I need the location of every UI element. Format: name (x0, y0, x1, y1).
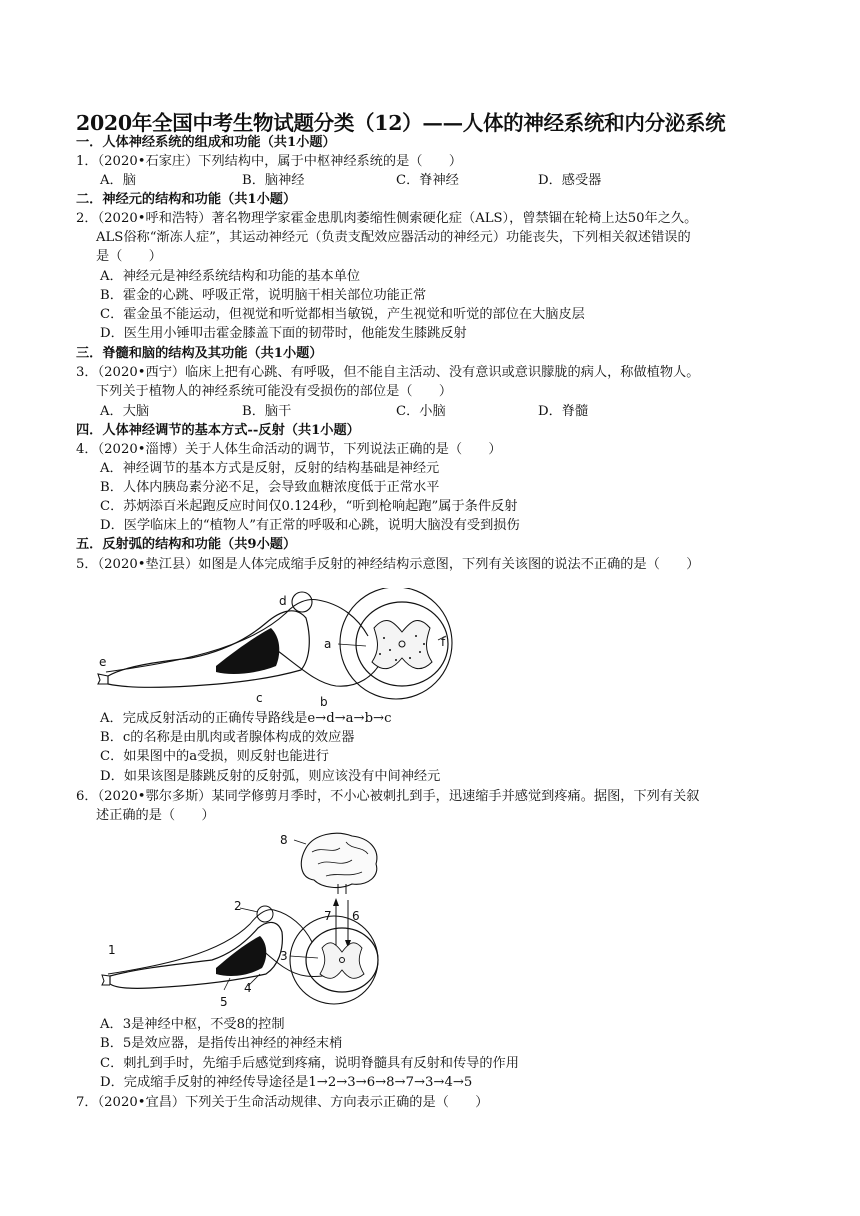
question-6-option-a: A．3是神经中枢，不受8的控制 (100, 1017, 285, 1032)
question-4-stem: 4．（2020•淄博）关于人体生命活动的调节，下列说法正确的是（ ） (76, 442, 502, 457)
question-4-option-a: A．神经调节的基本方式是反射，反射的结构基础是神经元 (100, 461, 440, 476)
question-3-stem-line2: 下列关于植物人的神经系统可能没有受损伤的部位是（ ） (96, 384, 453, 399)
question-6-option-d: D．完成缩手反射的神经传导途径是1→2→3→6→8→7→3→4→5 (100, 1075, 473, 1090)
question-1-option-d: D．感受器 (538, 173, 602, 188)
figure-label-8: 8 (280, 833, 288, 847)
question-1-option-c: C．脊神经 (396, 173, 459, 188)
figure-label-6: 6 (352, 909, 360, 923)
figure-label-1: 1 (108, 943, 116, 957)
section-heading-3: 三．脊髓和脑的结构及其功能（共1小题） (76, 346, 323, 361)
question-7-stem: 7．（2020•宜昌）下列关于生命活动规律、方向表示正确的是（ ） (76, 1095, 489, 1110)
section-heading-2: 二．神经元的结构和功能（共1小题） (76, 192, 297, 207)
question-5-option-b: B．c的名称是由肌肉或者腺体构成的效应器 (100, 730, 355, 745)
question-5-stem: 5．（2020•垫江县）如图是人体完成缩手反射的神经结构示意图，下列有关该图的说法不正确的是（ ） (76, 557, 700, 572)
reflex-arc-label-f: f (441, 635, 446, 649)
reflex-arc-figure-q5 (96, 588, 476, 710)
question-2-option-d: D．医生用小锤叩击霍金膝盖下面的韧带时，他能发生膝跳反射 (100, 326, 467, 341)
reflex-arc-label-d: d (279, 594, 287, 608)
question-6-option-b: B．5是效应器，是指传出神经的神经末梢 (100, 1036, 343, 1051)
question-2-option-b: B．霍金的心跳、呼吸正常，说明脑干相关部位功能正常 (100, 288, 427, 303)
reflex-arc-label-c: c (256, 691, 263, 705)
section-heading-1: 一．人体神经系统的组成和功能（共1小题） (76, 135, 336, 150)
question-4-option-d: D．医学临床上的“植物人”有正常的呼吸和心跳，说明大脑没有受到损伤 (100, 518, 520, 533)
question-3-option-c: C．小脑 (396, 404, 446, 419)
section-heading-4: 四．人体神经调节的基本方式--反射（共1小题） (76, 423, 360, 438)
question-6-stem-line2: 述正确的是（ ） (96, 808, 215, 823)
question-3-option-b: B．脑干 (242, 404, 292, 419)
question-3-option-d: D．脊髓 (538, 404, 589, 419)
question-5-option-d: D．如果该图是膝跳反射的反射弧，则应该没有中间神经元 (100, 769, 441, 784)
figure-label-2: 2 (234, 899, 242, 913)
question-1-stem: 1．（2020•石家庄）下列结构中，属于中枢神经系统的是（ ） (76, 154, 463, 169)
figure-label-7: 7 (324, 909, 332, 923)
section-heading-5: 五．反射弧的结构和功能（共9小题） (76, 537, 297, 552)
question-5-option-a: A．完成反射活动的正确传导路线是e→d→a→b→c (100, 711, 392, 726)
page-title: 2020年全国中考生物试题分类（12）——人体的神经系统和内分泌系统 (76, 111, 726, 135)
question-6-option-c: C．刺扎到手时，先缩手后感觉到疼痛，说明脊髓具有反射和传导的作用 (100, 1056, 519, 1071)
question-2-stem-line1: 2．（2020•呼和浩特）著名物理学家霍金患肌肉萎缩性侧索硬化症（ALS），曾禁锢在轮椅上达50年之久。 (76, 211, 698, 226)
question-6-stem-line1: 6．（2020•鄂尔多斯）某同学修剪月季时，不小心被刺扎到手，迅速缩手并感觉到疼痛。据图，下列有关叙 (76, 789, 700, 804)
question-4-option-b: B．人体内胰岛素分泌不足，会导致血糖浓度低于正常水平 (100, 480, 440, 495)
figure-label-5: 5 (220, 995, 228, 1009)
figure-label-3: 3 (280, 949, 288, 963)
question-5-option-c: C．如果图中的a受损，则反射也能进行 (100, 749, 329, 764)
question-2-option-a: A．神经元是神经系统结构和功能的基本单位 (100, 269, 361, 284)
question-2-option-c: C．霍金虽不能运动，但视觉和听觉都相当敏锐，产生视觉和听觉的部位在大脑皮层 (100, 307, 585, 322)
reflex-arc-label-b: b (320, 695, 328, 709)
question-1-option-a: A．脑 (100, 173, 136, 188)
reflex-arc-brain-figure-q6 (100, 828, 400, 1014)
reflex-arc-label-a: a (324, 637, 332, 651)
question-3-option-a: A．大脑 (100, 404, 150, 419)
question-2-stem-line3: 是（ ） (96, 249, 162, 264)
question-1-option-b: B．脑神经 (242, 173, 305, 188)
question-2-stem-line2: ALS俗称“渐冻人症”，其运动神经元（负责支配效应器活动的神经元）功能丧失，下列相关叙述错误的 (96, 230, 691, 245)
question-4-option-c: C．苏炳添百米起跑反应时间仅0.124秒，“听到枪响起跑”属于条件反射 (100, 499, 518, 514)
figure-label-4: 4 (244, 981, 252, 995)
reflex-arc-label-e: e (99, 655, 107, 669)
question-3-stem-line1: 3．（2020•西宁）临床上把有心跳、有呼吸，但不能自主活动、没有意识或意识朦胧的病人，称做植物人。 (76, 365, 700, 380)
